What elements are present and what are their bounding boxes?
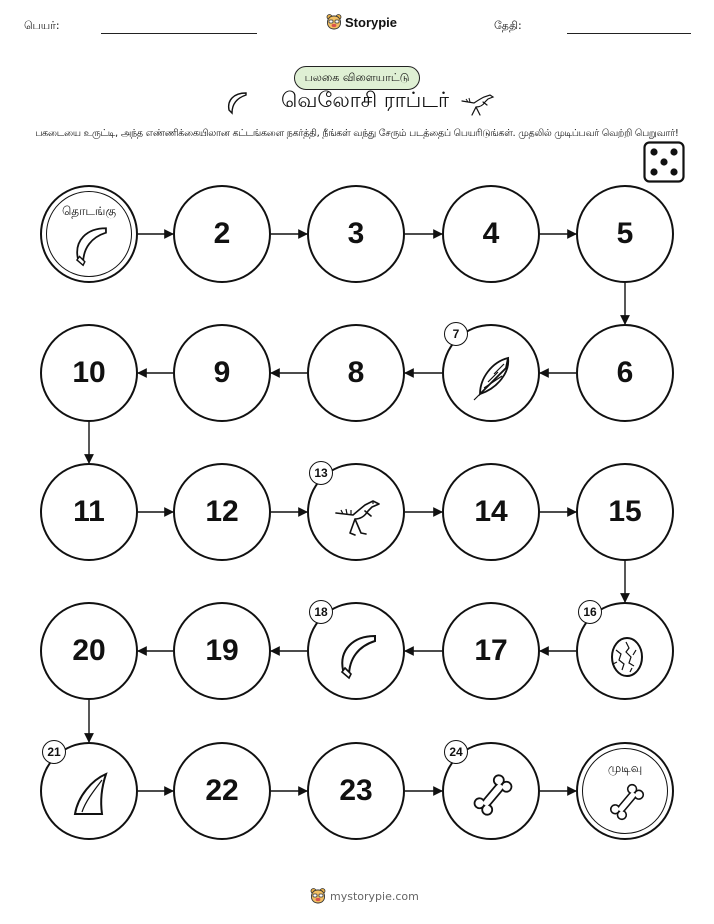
space-number: 9 [213, 356, 231, 389]
footer [310, 887, 419, 905]
space-number: 8 [347, 356, 365, 389]
raptor-icon [333, 491, 383, 541]
page-title: வெலோசி ராப்டர் [280, 88, 449, 112]
space-number: 23 [339, 774, 373, 807]
space-number: 19 [205, 634, 239, 667]
tooth-icon [66, 770, 116, 820]
space-number: 10 [72, 356, 106, 389]
board-space-19 [173, 602, 271, 700]
board-space-2 [173, 185, 271, 283]
space-number: 3 [347, 217, 365, 250]
board-space-17 [442, 602, 540, 700]
claw-icon [333, 630, 383, 680]
space-number: 2 [213, 217, 231, 250]
name-label: பெயர்: [24, 19, 60, 32]
board-space-23 [307, 742, 405, 840]
game-type-badge: பலகை விளையாட்டு [294, 66, 420, 90]
board-space-15 [576, 463, 674, 561]
space-number: 11 [73, 495, 105, 528]
start-label: தொடங்கு [61, 204, 117, 218]
footer-bear-icon [310, 887, 326, 905]
board-space-14 [442, 463, 540, 561]
space-number: 12 [205, 495, 239, 528]
instructions-text: பகடையை உருட்டி, அந்த எண்ணிக்கையிலான கட்டங்களை நகர்த்தி, நீங்கள் வந்து சேரும் படத்தைப் பெயரிடுங்கள். முதலில் முடிப்பவர் வெற்றி பெறுவார்! [35, 128, 679, 139]
space-number: 17 [474, 634, 508, 667]
space-number-badge: 18 [309, 600, 333, 624]
space-number-badge: 24 [444, 740, 468, 764]
board-space-8 [307, 324, 405, 422]
space-number: 20 [72, 634, 106, 667]
board-space-20 [40, 602, 138, 700]
space-number-badge: 21 [42, 740, 66, 764]
finish-label: முடிவு [607, 761, 643, 775]
bone-icon [605, 780, 649, 824]
date-label: தேதி: [494, 19, 522, 32]
board-space-22 [173, 742, 271, 840]
start-space [40, 185, 138, 283]
space-number-badge: 13 [309, 461, 333, 485]
board-space-5 [576, 185, 674, 283]
claw-icon [69, 223, 113, 267]
space-number: 22 [205, 774, 239, 807]
board-space-3 [307, 185, 405, 283]
board-space-9 [173, 324, 271, 422]
space-number: 6 [616, 356, 634, 389]
space-number: 14 [474, 495, 508, 528]
board-space-10 [40, 324, 138, 422]
bone-icon [468, 770, 518, 820]
finish-space [576, 742, 674, 840]
board-space-12 [173, 463, 271, 561]
feather-icon [468, 352, 518, 402]
egg-icon [602, 630, 652, 680]
board-space-4 [442, 185, 540, 283]
board-space-6 [576, 324, 674, 422]
space-number-badge: 16 [578, 600, 602, 624]
space-number: 5 [616, 217, 634, 250]
space-number: 15 [608, 495, 642, 528]
footer-url: mystorypie.com [330, 889, 419, 903]
space-number: 4 [482, 217, 500, 250]
brand-name: Storypie [345, 14, 398, 30]
board-space-11 [40, 463, 138, 561]
space-number-badge: 7 [444, 322, 468, 346]
